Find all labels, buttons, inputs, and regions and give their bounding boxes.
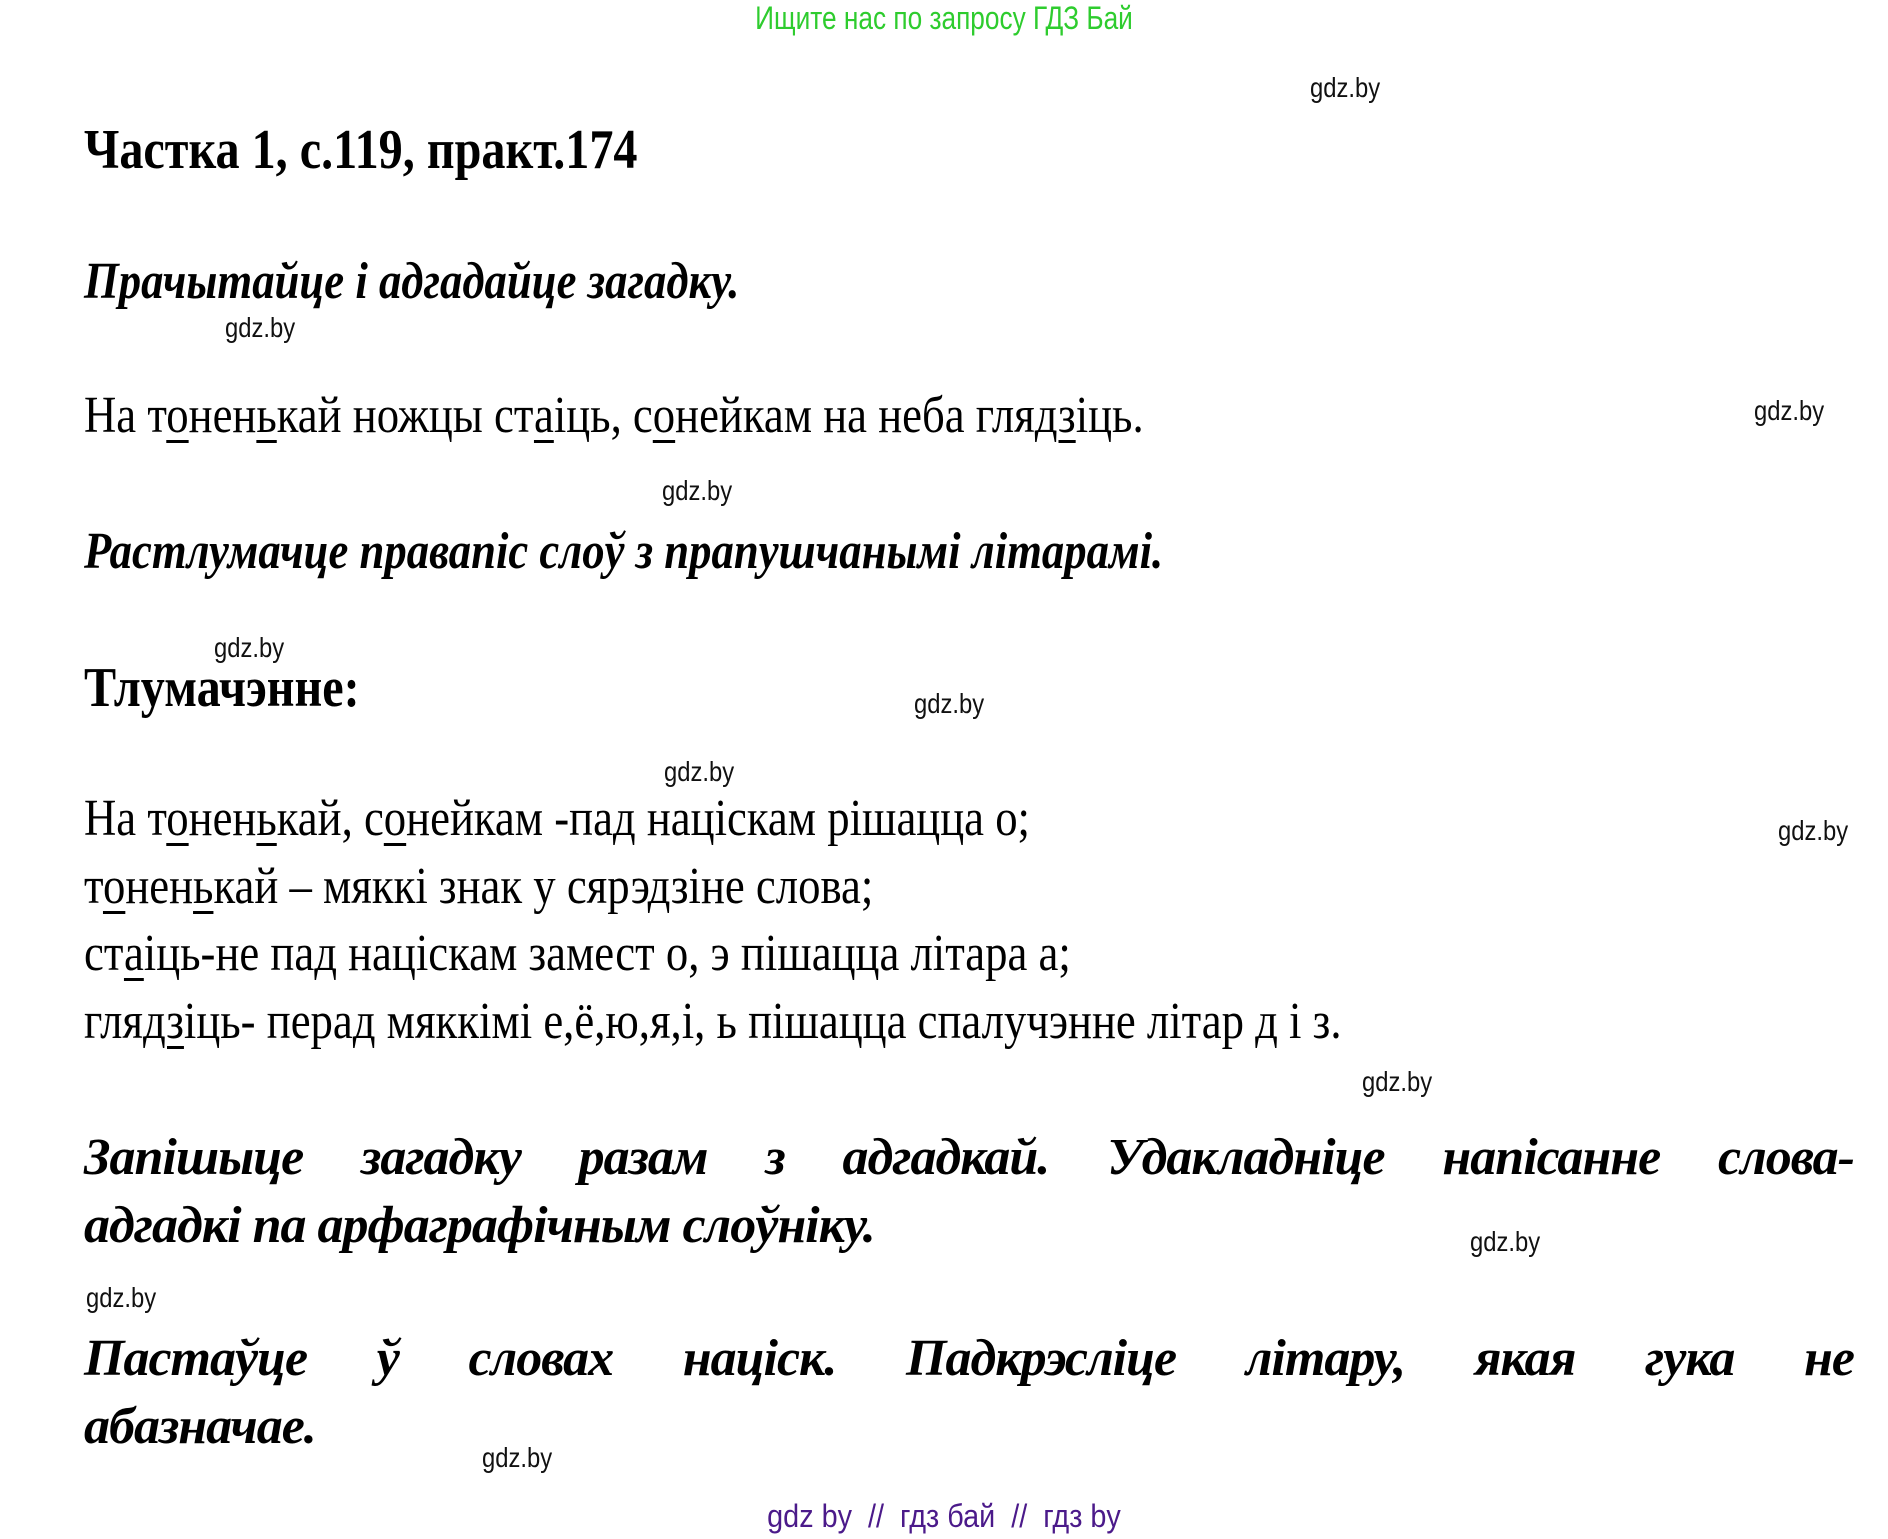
- watermark: gdz.by: [86, 1282, 157, 1313]
- instruction-line: абазначае.: [84, 1398, 316, 1455]
- text-segment: нейкам -пад націскам рішацца о;: [406, 790, 1030, 847]
- watermark: gdz.by: [225, 312, 296, 343]
- text-segment: іць.: [1075, 387, 1144, 444]
- watermark: gdz.by: [1778, 815, 1849, 846]
- watermark: gdz.by: [1470, 1226, 1541, 1257]
- text-segment: кай – мяккі знак у сярэдзіне слова;: [213, 858, 874, 915]
- underlined-letter: дз: [1034, 387, 1076, 444]
- underlined-letter: о: [383, 790, 407, 847]
- watermark: gdz.by: [1310, 72, 1381, 103]
- underlined-letter: а: [123, 925, 144, 982]
- underlined-letter: ь: [256, 790, 277, 847]
- text-segment: На т: [84, 387, 167, 444]
- instruction-explain-spelling: Растлумачце правапіс слоў з прапушчанымі літарамі.: [84, 523, 1164, 580]
- instruction-line: Запішыце загадку разам з адгадкай. Удакладніце напісанне слова-: [84, 1129, 1854, 1186]
- instruction-write-riddle: [84, 1124, 1854, 1260]
- text-segment: ст: [84, 925, 124, 982]
- instruction-line: Пастаўце ў словах націск. Падкрэсліце літару, якая гука не: [84, 1330, 1854, 1387]
- search-banner: Ищите нас по запросу ГДЗ Бай: [755, 0, 1133, 36]
- underlined-letter: о: [102, 858, 126, 915]
- instruction-stress: [84, 1325, 1854, 1461]
- text-segment: нейкам на неба гля: [675, 387, 1035, 444]
- underlined-letter: о: [166, 387, 189, 444]
- instruction-read-riddle: Прачытайце і адгадайце загадку.: [84, 253, 740, 310]
- underlined-letter: дз: [142, 993, 184, 1050]
- underlined-letter: ь: [193, 858, 214, 915]
- footer-links[interactable]: gdz by // гдз бай // гдз by: [767, 1498, 1121, 1534]
- text-segment: т: [84, 858, 103, 915]
- text-segment: нен: [125, 858, 194, 915]
- instruction-line: адгадкі па арфаграфічным слоўніку.: [84, 1197, 875, 1254]
- watermark: gdz.by: [214, 632, 285, 663]
- text-segment: гля: [84, 993, 143, 1050]
- riddle-text: [84, 386, 1144, 445]
- watermark: gdz.by: [1754, 395, 1825, 426]
- underlined-letter: а: [533, 387, 554, 444]
- underlined-letter: о: [652, 387, 676, 444]
- page-title: Частка 1, с.119, практ.174: [84, 119, 638, 181]
- text-segment: На т: [84, 790, 167, 847]
- explanation-line: [84, 992, 1342, 1051]
- text-segment: нен: [188, 387, 257, 444]
- underlined-letter: о: [166, 790, 189, 847]
- watermark: gdz.by: [662, 475, 733, 506]
- text-segment: нен: [188, 790, 257, 847]
- text-segment: кай ножцы ст: [276, 387, 534, 444]
- text-segment: іць-не пад націскам замест о, э пішацца літара а;: [143, 925, 1071, 982]
- watermark: gdz.by: [482, 1442, 553, 1473]
- explanation-line: [84, 857, 873, 916]
- explanation-line: [84, 924, 1071, 983]
- underlined-letter: ь: [256, 387, 277, 444]
- watermark: gdz.by: [664, 756, 735, 787]
- watermark: gdz.by: [914, 688, 985, 719]
- watermark: gdz.by: [1362, 1066, 1433, 1097]
- explanation-line: [84, 789, 1030, 848]
- text-segment: іць- перад мяккімі е,ё,ю,я,і, ь пішацца спалучэнне літар д і з.: [183, 993, 1342, 1050]
- text-segment: іць, с: [553, 387, 653, 444]
- text-segment: кай, с: [276, 790, 384, 847]
- explanation-heading: Тлумачэнне:: [84, 657, 360, 719]
